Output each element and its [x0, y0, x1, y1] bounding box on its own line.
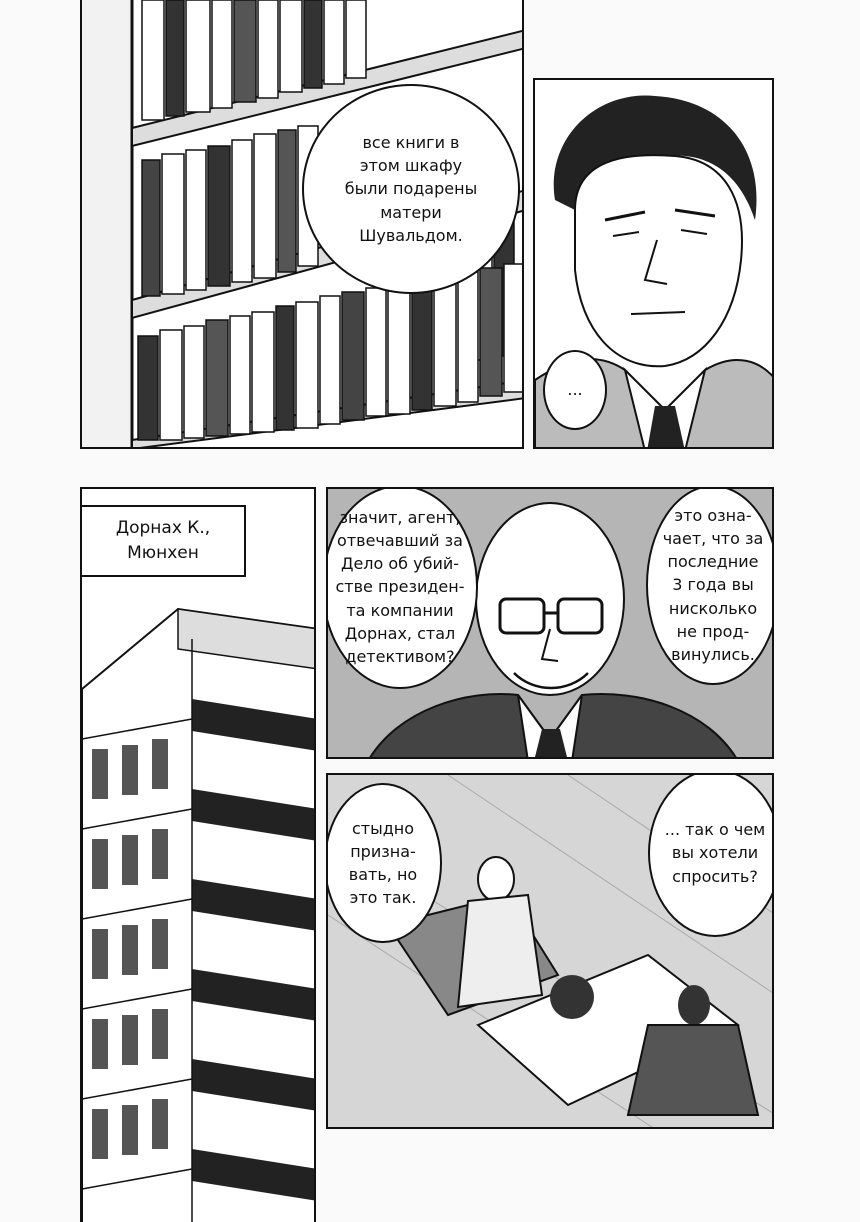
panel-building — [80, 487, 316, 1222]
location-caption — [80, 505, 246, 577]
building-art — [82, 489, 316, 1222]
speech-text-ellipsis: ... — [567, 380, 583, 400]
location-caption-text: Дорнах К., Мюнхен — [115, 518, 211, 563]
speech-bubble-books — [302, 84, 520, 294]
speech-text-ashamed: стыдно призна- вать, но это так. — [348, 818, 418, 908]
speech-bubble-agent — [326, 487, 478, 689]
speech-bubble-ashamed — [326, 783, 442, 943]
speech-text-question: ... так о чем вы хотели спросить? — [664, 820, 766, 886]
speech-bubble-ellipsis — [543, 350, 607, 430]
panel-office-meeting — [326, 773, 774, 1129]
speech-text-agent: значит, агент, отвечавший за Дело об убий- стве президен- та компании Дорнах, стал детективом? — [335, 507, 465, 666]
speech-bubble-no-progress — [646, 487, 774, 685]
speech-bubble-question — [648, 773, 774, 937]
panel-bald-man — [326, 487, 774, 759]
panel-man-portrait — [533, 78, 774, 449]
speech-text-books: все книги в этом шкафу были подарены матери Шувальдом. — [344, 133, 478, 245]
speech-text-no-progress: это озна- чает, что за последние 3 года вы нисколько не прод- винулись. — [662, 505, 764, 664]
panel-bookshelf — [80, 0, 524, 449]
